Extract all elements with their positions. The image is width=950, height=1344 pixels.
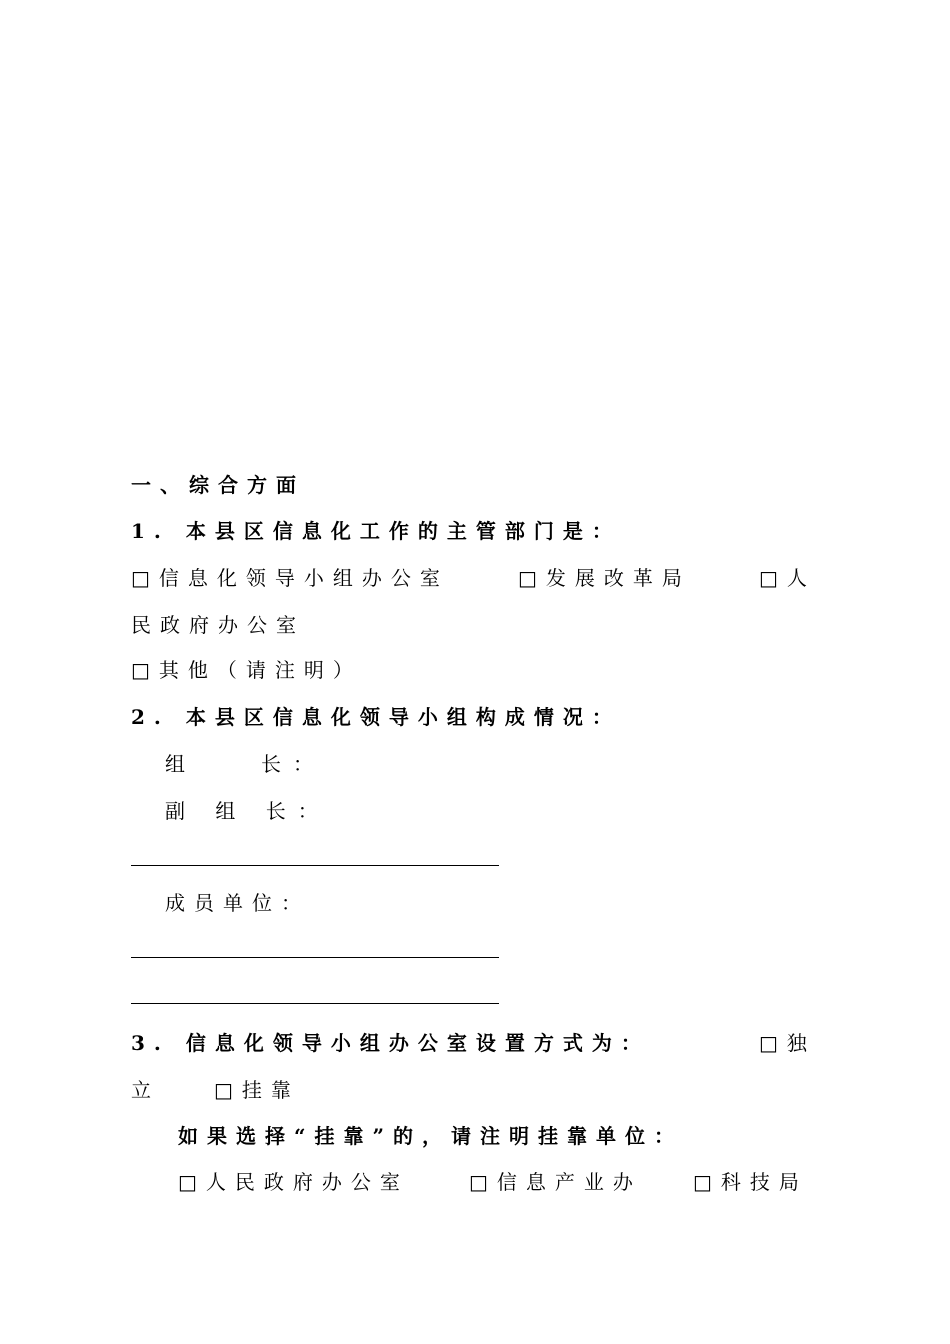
- question-2-title: 2. 本县区信息化领导小组构成情况：: [131, 705, 621, 729]
- q3-option-independent-continued: 立: [131, 1078, 160, 1102]
- q3-attached-note: 如果选择“挂靠”的，请注明挂靠单位：: [178, 1124, 684, 1148]
- q3-unit-science-bureau[interactable]: □科技局: [693, 1170, 808, 1194]
- q2-leader-label: 组 长：: [165, 752, 325, 776]
- q3-option-independent[interactable]: □独: [759, 1031, 816, 1055]
- q2-members-label: 成员单位：: [165, 891, 310, 915]
- section-title: 一、综合方面: [131, 473, 305, 497]
- q2-deputy-label: 副 组 长：: [165, 799, 330, 823]
- q2-deputy-underline[interactable]: [131, 865, 499, 866]
- q3-unit-government-office[interactable]: □人民政府办公室: [178, 1170, 409, 1194]
- q3-unit-info-industry-office[interactable]: □信息产业办: [469, 1170, 642, 1194]
- q1-option-government-office-continued: 民政府办公室: [131, 613, 305, 637]
- q1-option-info-office[interactable]: □信息化领导小组办公室: [131, 566, 449, 590]
- q2-members-underline-2[interactable]: [131, 1003, 499, 1004]
- question-3-title: 3. 信息化领导小组办公室设置方式为：: [131, 1031, 650, 1055]
- q3-option-attached[interactable]: □挂靠: [214, 1078, 300, 1102]
- question-1-title: 1. 本县区信息化工作的主管部门是：: [131, 519, 621, 543]
- q1-option-other[interactable]: □其他（请注明）: [131, 658, 362, 682]
- q2-members-underline-1[interactable]: [131, 957, 499, 958]
- q1-option-development-bureau[interactable]: □发展改革局: [518, 566, 691, 590]
- q1-option-government-office[interactable]: □人: [759, 566, 816, 590]
